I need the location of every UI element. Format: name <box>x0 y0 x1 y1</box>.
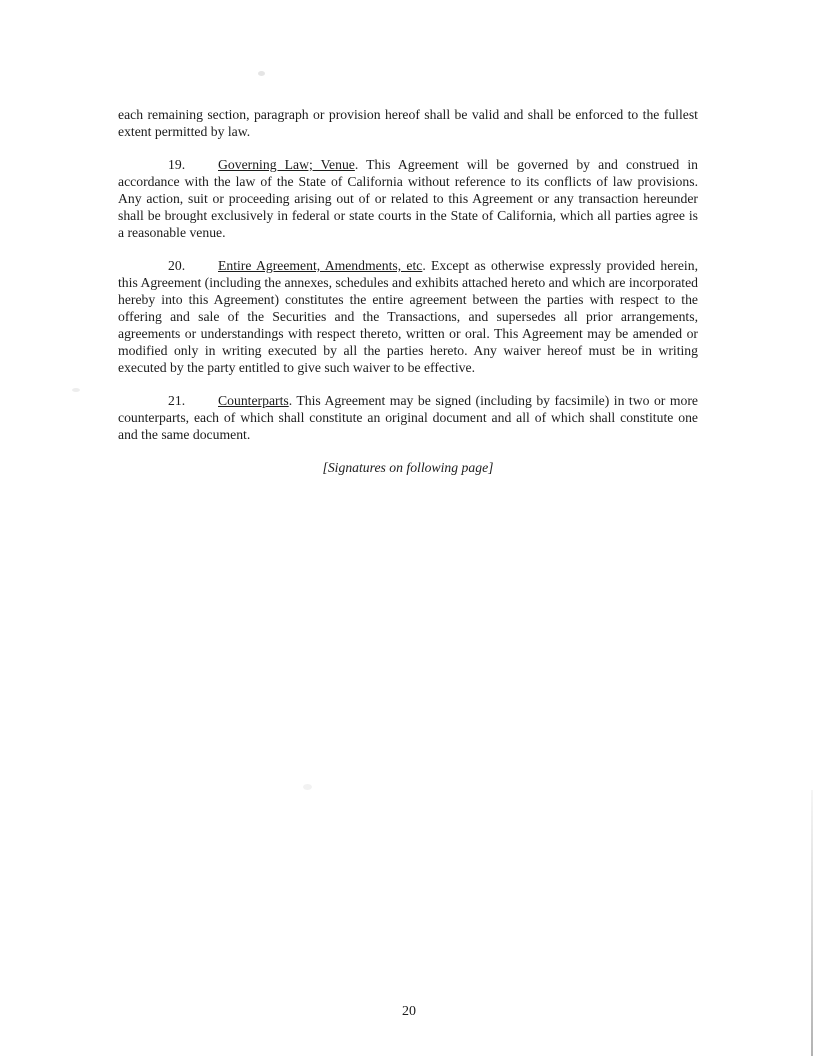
paragraph-text: each remaining section, paragraph or provision hereof shall be valid and shall be enforced to the fullest extent permitted by law. <box>118 107 698 139</box>
paragraph-heading: Governing Law; Venue <box>218 157 355 172</box>
paragraph-text: . This Agreement will be governed by and construed in accordance with the law of the State of California without reference to its conflicts of law provisions. Any action, suit or proceeding arising out of or related to this Agreement or any transaction hereunder shall be brought exclusively in federal or state courts in the State of California, which all parties agree is a reasonable venue. <box>118 157 698 240</box>
page-number: 20 <box>402 1004 416 1019</box>
paragraph-heading: Entire Agreement, Amendments, etc <box>218 258 423 273</box>
scan-speck <box>303 784 312 790</box>
scan-speck <box>258 71 265 76</box>
paragraph-number: 21. <box>168 393 186 408</box>
paragraph-19 <box>118 156 698 241</box>
scan-speck <box>72 388 80 392</box>
paragraph-text: . Except as otherwise expressly provided herein, this Agreement (including the annexes, schedules and exhibits attached hereto and which are incorporated hereby into this Agreement) constitutes the entire agreement between the parties with respect to the offering and sale of the Securities and the Transactions, and supersedes all prior arrangements, agreements or understandings with respect thereto, written or oral. This Agreement may be amended or modified only in writing executed by all the parties hereto. Any waiver hereof must be in writing executed by the party entitled to give such waiver to be effective. <box>118 258 698 375</box>
paragraph-heading: Counterparts <box>218 393 289 408</box>
paragraph-21 <box>118 392 698 443</box>
paragraph-number: 20. <box>168 258 186 273</box>
signature-note <box>118 459 698 476</box>
document-body <box>118 106 698 476</box>
paragraph-text: . This Agreement may be signed (including by facsimile) in two or more counterparts, each of which shall constitute an original document and all of which shall constitute one and the same document. <box>118 393 698 442</box>
paragraph-20 <box>118 257 698 376</box>
signature-note-text: [Signatures on following page] <box>322 460 494 475</box>
paragraph-number: 19. <box>168 157 186 172</box>
paragraph-continuation <box>118 106 698 140</box>
